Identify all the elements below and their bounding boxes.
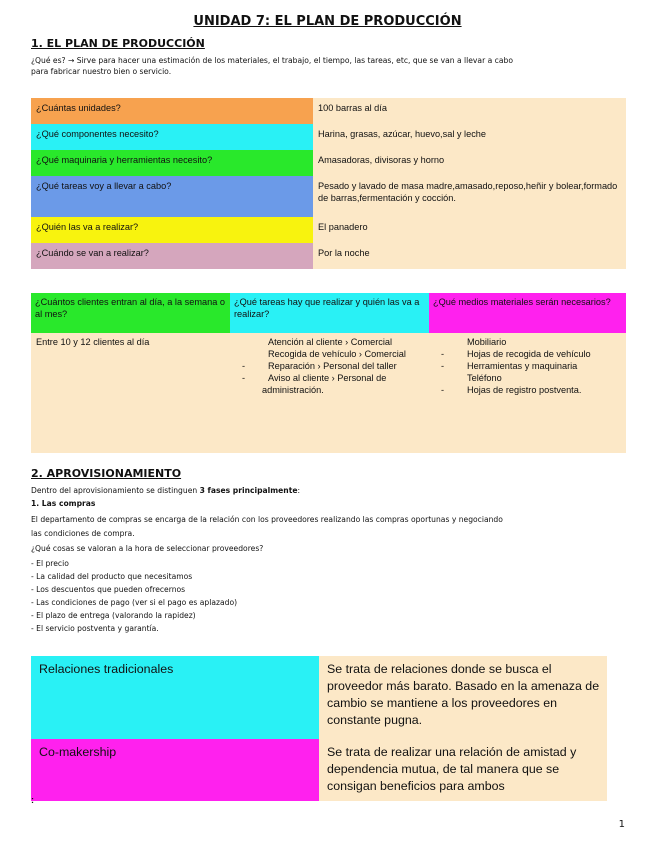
list-item: - Hojas de registro postventa. <box>441 385 582 395</box>
page-number: 1 <box>618 819 625 830</box>
plan-question: ¿Cuándo se van a realizar? <box>31 243 313 269</box>
intro-line-1: ¿Qué es? → Sirve para hacer una estimación de los materiales, el trabajo, el tiempo, las tareas, etc, que se van a llevar a cabo <box>31 56 513 65</box>
plan-row <box>31 150 626 176</box>
compras-desc-1: El departamento de compras se encarga de la relación con los proveedores realizando las compras oportunas y negociando <box>31 515 503 524</box>
clients-body-row <box>31 333 626 453</box>
plan-row <box>31 176 626 217</box>
plan-answer: Amasadoras, divisoras y horno <box>313 150 626 176</box>
list-item: - Las condiciones de pago (ver si el pago es aplazado) <box>31 598 238 607</box>
clients-header-row <box>31 293 626 333</box>
list-item: - Herramientas y maquinaria <box>441 361 578 371</box>
plan-answer: 100 barras al día <box>313 98 626 124</box>
section2-intro: Dentro del aprovisionamiento se distinguen 3 fases principalmente: <box>31 486 301 495</box>
list-item: - El plazo de entrega (valorando la rapidez) <box>31 611 196 620</box>
stray-mark: : <box>31 795 34 805</box>
list-item: - El precio <box>31 559 69 568</box>
plan-row <box>31 98 626 124</box>
list-item: - Hojas de recogida de vehículo <box>441 349 591 359</box>
section-heading-plan: 1. EL PLAN DE PRODUCCIÓN <box>31 37 205 50</box>
list-item: - Los descuentos que pueden ofrecernos <box>31 585 186 594</box>
plan-answer: El panadero <box>313 217 626 243</box>
plan-row <box>31 124 626 150</box>
list-item: Recogida de vehículo › Comercial <box>268 349 406 359</box>
relations-table <box>31 656 607 801</box>
plan-answer: Pesado y lavado de masa madre,amasado,reposo,heñir y bolear,formado de barras,fermentación y cocción. <box>313 176 626 217</box>
plan-row <box>31 217 626 243</box>
materials-list <box>441 336 622 396</box>
intro-line-2: para fabricar nuestro bien o servicio. <box>31 67 172 76</box>
relation-desc: Se trata de relaciones donde se busca el proveedor más barato. Basado en la amenaza de cambio se mantiene a los proveedores en constante pugna. <box>319 656 607 739</box>
plan-question: ¿Qué tareas voy a llevar a cabo? <box>31 176 313 217</box>
list-item: - El servicio postventa y garantía. <box>31 624 159 633</box>
relation-row <box>31 739 607 801</box>
plan-question: ¿Qué componentes necesito? <box>31 124 313 150</box>
relation-row <box>31 656 607 739</box>
list-item: Teléfono <box>467 373 502 383</box>
relation-name: Co-makership <box>31 739 319 801</box>
plan-answer: Por la noche <box>313 243 626 269</box>
plan-question: ¿Quién las va a realizar? <box>31 217 313 243</box>
clients-count: Entre 10 y 12 clientes al día <box>31 333 230 453</box>
list-item: Mobiliario <box>467 337 507 347</box>
plan-row <box>31 243 626 269</box>
subheading-compras: 1. Las compras <box>31 499 96 508</box>
materials-header: ¿Qué medios materiales serán necesarios? <box>429 293 626 333</box>
list-item: - Reparación › Personal del taller <box>242 361 397 371</box>
tasks-list <box>242 336 425 396</box>
tasks-cell <box>230 333 429 453</box>
plan-question: ¿Qué maquinaria y herramientas necesito? <box>31 150 313 176</box>
plan-table <box>31 98 626 269</box>
clients-table <box>31 293 626 453</box>
relation-name: Relaciones tradicionales <box>31 656 319 739</box>
relation-desc: Se trata de realizar una relación de amistad y dependencia mutua, de tal manera que se consigan beneficios para ambos <box>319 739 607 801</box>
list-item: Atención al cliente › Comercial <box>268 337 393 347</box>
plan-answer: Harina, grasas, azúcar, huevo,sal y leche <box>313 124 626 150</box>
page-title: UNIDAD 7: EL PLAN DE PRODUCCIÓN <box>193 14 462 29</box>
clients-header: ¿Cuántos clientes entran al día, a la semana o al mes? <box>31 293 230 333</box>
compras-desc-2: las condiciones de compra. <box>31 529 135 538</box>
materials-cell <box>429 333 626 453</box>
selection-question: ¿Qué cosas se valoran a la hora de seleccionar proveedores? <box>31 544 264 553</box>
list-item: - Aviso al cliente › Personal de administración. <box>242 373 387 395</box>
section-heading-aprovisionamiento: 2. APROVISIONAMIENTO <box>31 467 182 480</box>
list-item: - La calidad del producto que necesitamos <box>31 572 193 581</box>
tasks-header: ¿Qué tareas hay que realizar y quién las va a realizar? <box>230 293 429 333</box>
plan-question: ¿Cuántas unidades? <box>31 98 313 124</box>
